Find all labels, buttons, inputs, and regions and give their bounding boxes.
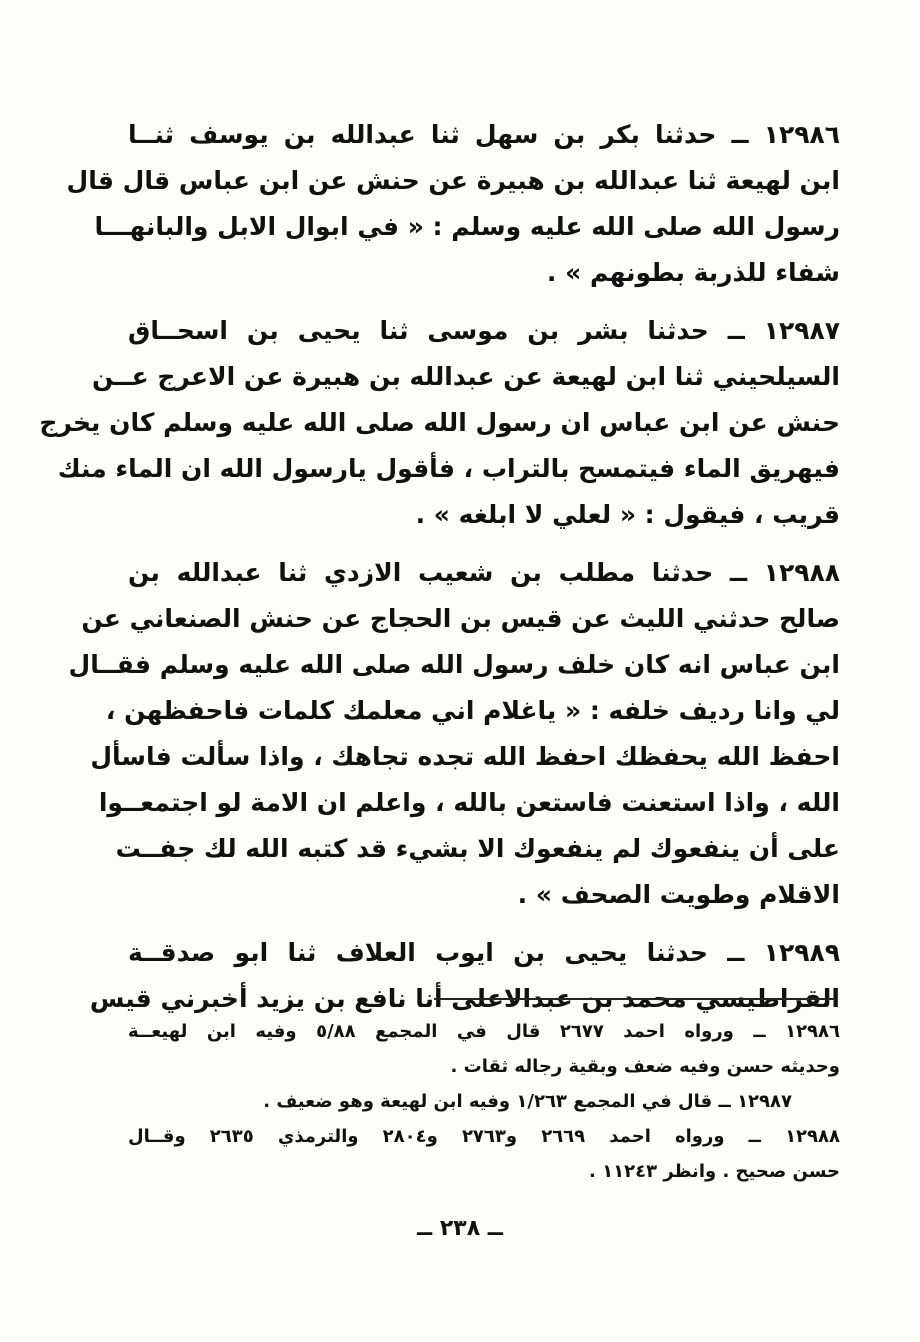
text-line: ١٢٩٨٦ ــ حدثنا بكر بن سهل ثنا عبدالله بن يوسف ثنــا xyxy=(128,120,840,149)
page-number: ــ ٢٣٨ ــ xyxy=(417,1216,503,1241)
footnotes xyxy=(128,1014,840,1189)
footnote-line: حسن صحيح . وانظر ١١٢٤٣ . xyxy=(589,1161,840,1182)
footnote-line: ١٢٩٨٨ ــ ورواه احمد ٢٦٦٩ و٢٧٦٣ و٢٨٠٤ والترمذي ٢٦٣٥ وقــال xyxy=(128,1126,840,1147)
text-line: قريب ، فيقول : « لعلي لا ابلغه » . xyxy=(415,500,840,529)
footnote-line: ١٢٩٨٦ ــ ورواه احمد ٢٦٧٧ قال في المجمع ٥/٨٨ وفيه ابن لهيعــة xyxy=(128,1021,840,1042)
text-line: فيهريق الماء فيتمسح بالتراب ، فأقول يارسول الله ان الماء منك xyxy=(57,454,840,483)
text-line: احفظ الله يحفظك احفظ الله تجده تجاهك ، واذا سألت فاسأل xyxy=(90,742,840,771)
text-line: على أن ينفعوك لم ينفعوك الا بشيء قد كتبه الله لك جفــت xyxy=(115,834,840,863)
text-line: صالح حدثني الليث عن قيس بن الحجاج عن حنش الصنعاني عن xyxy=(81,604,840,633)
text-line: القراطيسي محمد بن عبدالاعلى أنا نافع بن يزيد أخبرني قيس xyxy=(89,984,840,1013)
main-text-body xyxy=(39,112,840,1034)
hadith-12988 xyxy=(68,550,840,918)
text-line: ١٢٩٨٧ ــ حدثنا بشر بن موسى ثنا يحيى بن اسحــاق xyxy=(128,316,840,345)
text-line: شفاء للذربة بطونهم » . xyxy=(546,258,840,287)
text-line: ١٢٩٨٩ ــ حدثنا يحيى بن ايوب العلاف ثنا ابو صدقــة xyxy=(128,938,840,967)
footnote-line: ١٢٩٨٧ ــ قال في المجمع ١/٢٦٣ وفيه ابن لهيعة وهو ضعيف . xyxy=(263,1091,792,1112)
hadith-12989 xyxy=(89,930,840,1022)
text-line: لي وانا رديف خلفه : « ياغلام اني معلمك كلمات فاحفظهن ، xyxy=(105,696,840,725)
hadith-12987 xyxy=(39,308,840,538)
text-line: ابن عباس انه كان خلف رسول الله صلى الله عليه وسلم فقــال xyxy=(68,650,840,679)
text-line: الاقلام وطويت الصحف » . xyxy=(517,880,840,909)
text-line: حنش عن ابن عباس ان رسول الله صلى الله عليه وسلم كان يخرج xyxy=(39,408,840,437)
text-line: ابن لهيعة ثنا عبدالله بن هبيرة عن حنش عن ابن عباس قال قال xyxy=(66,166,840,195)
text-line: ١٢٩٨٨ ــ حدثنا مطلب بن شعيب الازدي ثنا عبدالله بن xyxy=(128,558,840,587)
text-line: الله ، واذا استعنت فاستعن بالله ، واعلم ان الامة لو اجتمعــوا xyxy=(98,788,840,817)
hadith-12986 xyxy=(66,112,840,296)
footnote-divider xyxy=(434,998,836,1000)
text-line: السيلحيني ثنا ابن لهيعة عن عبدالله بن هبيرة عن الاعرج عــن xyxy=(92,362,840,391)
footnote-line: وحديثه حسن وفيه ضعف وبقية رجاله ثقات . xyxy=(450,1056,840,1077)
text-line: رسول الله صلى الله عليه وسلم : « في ابوال الابل والبانهـــا xyxy=(94,212,840,241)
